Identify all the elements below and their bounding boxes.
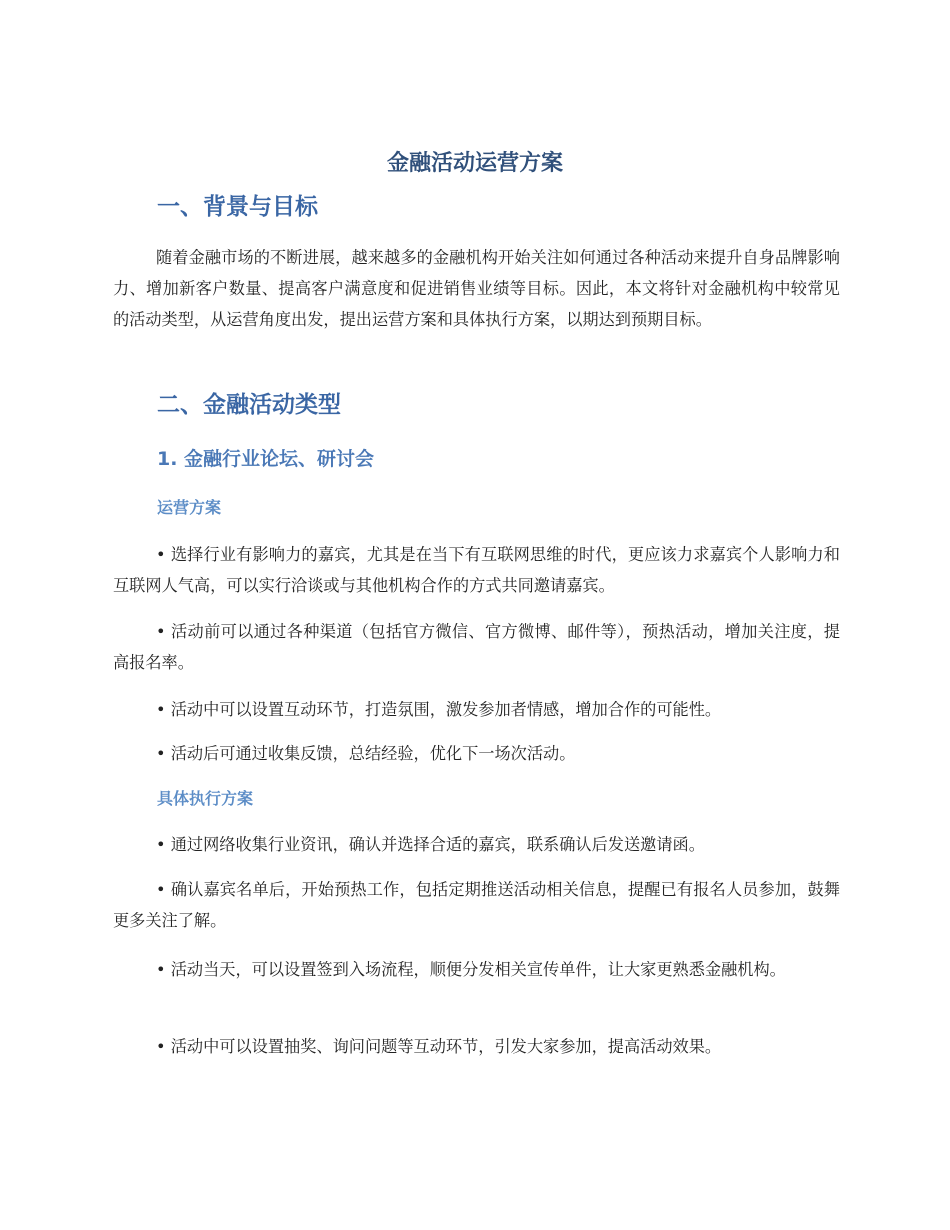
operation-plan-heading: 运营方案 — [157, 498, 222, 517]
operation-plan-item: • 活动中可以设置互动环节，打造氛围，激发参加者情感，增加合作的可能性。 — [156, 700, 722, 719]
execution-plan-item: • 确认嘉宾名单后，开始预热工作，包括定期推送活动相关信息，提醒已有报名人员参加，鼓舞更多关注了解。 — [113, 880, 840, 930]
background-paragraph: 随着金融市场的不断进展，越来越多的金融机构开始关注如何通过各种活动来提升自身品牌影响力、增加新客户数量、提高客户满意度和促进销售业绩等目标。因此，本文将针对金融机构中较常见的活动类型，从运营角度出发，提出运营方案和具体执行方案，以期达到预期目标。 — [113, 248, 840, 329]
operation-plan-item: • 活动前可以通过各种渠道（包括官方微信、官方微博、邮件等），预热活动，增加关注度，提高报名率。 — [113, 622, 840, 672]
operation-plan-item: • 活动后可通过收集反馈，总结经验，优化下一场次活动。 — [156, 744, 576, 763]
execution-plan-item: • 活动中可以设置抽奖、询问问题等互动环节，引发大家参加，提高活动效果。 — [156, 1037, 722, 1056]
execution-plan-item: • 活动当天，可以设置签到入场流程，顺便分发相关宣传单件，让大家更熟悉金融机构。 — [156, 960, 786, 979]
section-heading-activity-types: 二、金融活动类型 — [157, 392, 341, 418]
section-heading-background: 一、背景与目标 — [157, 194, 318, 220]
subsection-heading-forum: 1. 金融行业论坛、研讨会 — [157, 448, 375, 470]
document-title: 金融活动运营方案 — [386, 151, 563, 176]
operation-plan-item: • 选择行业有影响力的嘉宾，尤其是在当下有互联网思维的时代，更应该力求嘉宾个人影响力和互联网人气高，可以实行洽谈或与其他机构合作的方式共同邀请嘉宾。 — [113, 545, 840, 595]
execution-plan-heading: 具体执行方案 — [157, 789, 254, 808]
execution-plan-item: • 通过网络收集行业资讯，确认并选择合适的嘉宾，联系确认后发送邀请函。 — [156, 835, 705, 854]
